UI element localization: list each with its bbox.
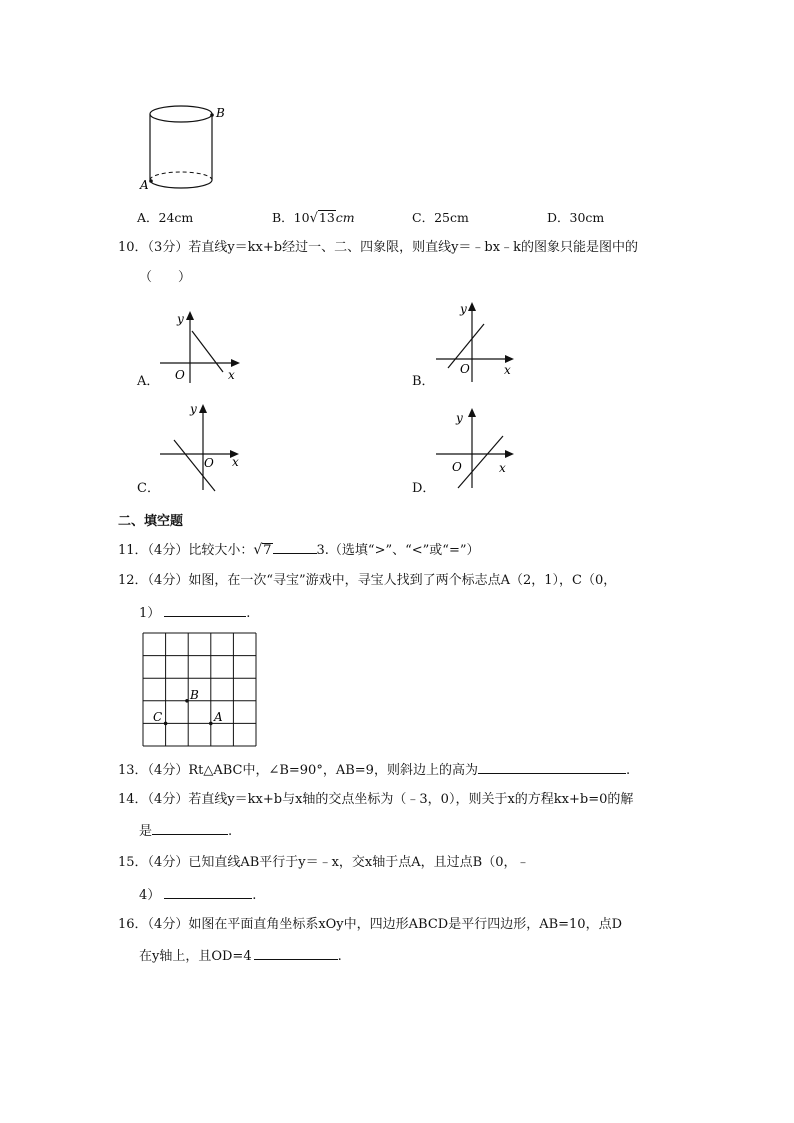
q9-option-a: A．24cm <box>137 210 194 225</box>
treasure-grid <box>142 632 258 748</box>
q10-text-line1: 10．（3分）若直线y＝kx+b经过一、二、四象限，则直线y＝﹣bx﹣k的图象只能是图中的 <box>118 240 638 255</box>
q14-text-line2: 是 . <box>139 824 233 839</box>
graph-b <box>436 296 526 386</box>
q15-text-line1: 15．（4分）已知直线AB平行于y＝﹣x，交x轴于点A，且过点B（0，﹣ <box>118 855 530 870</box>
graph-b-origin-label: O <box>460 362 470 376</box>
q9-option-b: B．10√13cm <box>272 210 355 226</box>
grid-point-a-label: A <box>214 710 223 724</box>
q15-text-line2: 4） . <box>139 888 257 903</box>
graph-d <box>436 404 526 492</box>
q9-option-b-prefix: B．10 <box>272 210 310 225</box>
graph-d-letter: D． <box>412 481 436 496</box>
q9-option-c: C．25cm <box>412 210 469 225</box>
section-fill-in-title: 二、填空题 <box>118 514 184 529</box>
graph-d-y-label: y <box>456 411 463 425</box>
q14-line2-text: 是 <box>139 824 153 839</box>
q16-text-line1: 16．（4分）如图在平面直角坐标系xOy中，四边形ABCD是平行四边形，AB=10，点D <box>118 917 622 932</box>
q11-prefix: 11．（4分）比较大小： <box>118 543 254 558</box>
graph-b-y-label: y <box>460 302 467 316</box>
graph-d-x-label: x <box>499 461 506 475</box>
graph-c-x-label: x <box>232 455 239 469</box>
q11-text: 11．（4分）比较大小：√7 3.（选填“>”、“<”或“=”） <box>118 542 480 558</box>
graph-a <box>160 305 250 385</box>
grid-point-b-label: B <box>190 688 199 702</box>
q12-answer-blank[interactable] <box>164 604 246 617</box>
cylinder-label-b: B <box>216 106 225 120</box>
q9-option-b-radicand: 13 <box>318 210 335 225</box>
q12-text-line1: 12．（4分）如图，在一次“寻宝”游戏中，寻宝人找到了两个标志点A（2，1），C（0， <box>118 573 617 588</box>
q16-line2-text: 在y轴上，且OD=4 <box>139 949 252 964</box>
q12-line2-text: 1） <box>139 606 161 621</box>
graph-a-y-label: y <box>177 312 184 326</box>
q13-answer-blank[interactable] <box>478 761 626 774</box>
q15-line2-text: 4） <box>139 888 161 903</box>
q14-answer-blank[interactable] <box>152 822 228 835</box>
graph-d-origin-label: O <box>452 460 462 474</box>
q16-answer-blank[interactable] <box>254 947 338 960</box>
q14-text-line1: 14．（4分）若直线y＝kx+b与x轴的交点坐标为（﹣3，0），则关于x的方程kx+b=0的解 <box>118 792 634 807</box>
graph-b-x-label: x <box>504 363 511 377</box>
q11-radicand: 7 <box>263 543 272 558</box>
q9-option-d: D．30cm <box>547 210 605 225</box>
q9-option-b-unit: cm <box>335 210 355 225</box>
graph-c-y-label: y <box>190 402 197 416</box>
q15-answer-blank[interactable] <box>164 886 252 899</box>
graph-c <box>160 398 250 494</box>
q13-prompt: 13．（4分）Rt△ABC中，∠B=90°，AB=9，则斜边上的高为 <box>118 763 478 778</box>
cylinder-figure <box>136 102 236 194</box>
cylinder-label-a: A <box>140 178 149 192</box>
graph-a-origin-label: O <box>175 368 185 382</box>
q11-answer-blank[interactable] <box>273 541 317 554</box>
grid-point-c-label: C <box>153 710 163 724</box>
q10-text-line2: （ ） <box>139 270 192 285</box>
graph-b-letter: B． <box>412 374 435 389</box>
q11-suffix: 3.（选填“>”、“<”或“=”） <box>316 543 480 558</box>
q13-text: 13．（4分）Rt△ABC中，∠B=90°，AB=9，则斜边上的高为 . <box>118 763 631 778</box>
q16-text-line2: 在y轴上，且OD=4 . <box>139 949 342 964</box>
q12-text-line2: 1） . <box>139 606 251 621</box>
graph-c-letter: C． <box>137 481 160 496</box>
graph-c-origin-label: O <box>204 456 214 470</box>
graph-a-x-label: x <box>228 368 235 382</box>
graph-a-letter: A． <box>137 374 160 389</box>
